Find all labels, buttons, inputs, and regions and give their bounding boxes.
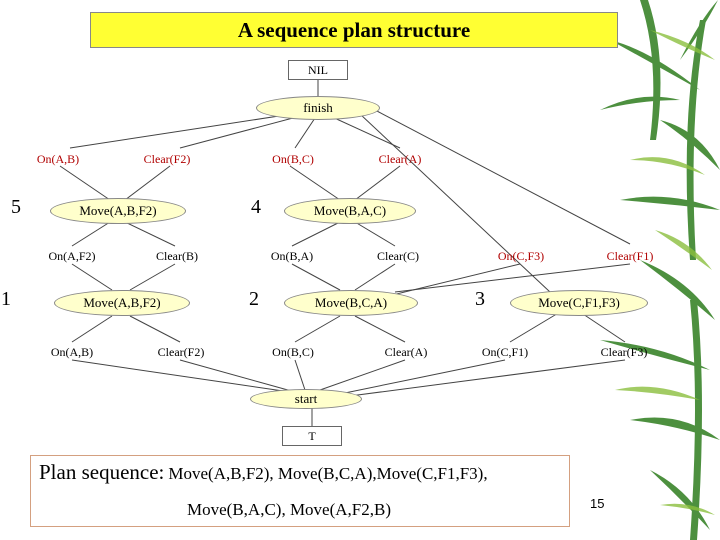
- edge-clearc-a2: [355, 264, 395, 290]
- plan-text-1: Move(A,B,F2), Move(B,C,A),Move(C,F1,F3),: [168, 464, 488, 483]
- a1-pre-onab: On(A,B): [50, 345, 94, 359]
- edge-oncf1-start: [340, 360, 505, 394]
- a3-effect-clearf1: Clear(F1): [606, 249, 654, 263]
- a5-pre-clearb: Clear(B): [156, 249, 198, 263]
- finish-pre-cleara: Clear(A): [378, 152, 422, 166]
- edge-a5-onaf2: [72, 222, 110, 246]
- action-number-4: 4: [251, 196, 261, 218]
- edge-finish-cleara: [330, 116, 400, 148]
- plan-sequence-box: [30, 455, 570, 527]
- finish-pre-clearf2: Clear(F2): [143, 152, 191, 166]
- edge-clearf2-start: [180, 360, 295, 392]
- edge-onbc-start: [295, 360, 305, 390]
- edge-finish-clearf1: [375, 110, 630, 244]
- edge-oncf3-a2: [380, 264, 520, 298]
- action-number-2: 2: [249, 288, 259, 310]
- action-number-1: 1: [1, 288, 11, 310]
- edge-clearf1-a2: [395, 264, 630, 292]
- edge-a2-cleara: [355, 316, 405, 342]
- a2-pre-onbc: On(B,C): [272, 345, 314, 359]
- edge-onba-a2: [292, 264, 340, 290]
- action-number-5: 5: [11, 196, 21, 218]
- edge-a1-onab: [72, 316, 112, 342]
- edge-onab-a5: [60, 166, 110, 200]
- finish-pre-onab: On(A,B): [36, 152, 80, 166]
- edge-a5-clearb: [125, 222, 175, 246]
- edge-finish-clearf2: [180, 114, 308, 148]
- plan-heading: Plan sequence:: [39, 460, 165, 484]
- edge-onaf2-a1: [72, 264, 112, 290]
- a4-pre-onba: On(B,A): [270, 249, 314, 263]
- finish-node: finish: [256, 96, 380, 120]
- action-3-node: Move(C,F1,F3): [510, 290, 648, 316]
- a1-pre-clearf2: Clear(F2): [157, 345, 205, 359]
- edge-a1-clearf2: [130, 316, 180, 342]
- edge-a3-oncf1: [510, 312, 560, 342]
- plan-text-2: Move(B,A,C), Move(A,F2,B): [187, 500, 391, 519]
- action-4-node: Move(B,A,C): [284, 198, 416, 224]
- a5-pre-onaf2: On(A,F2): [48, 249, 96, 263]
- edge-finish-onbc: [295, 118, 315, 148]
- edge-cleara-a4: [355, 166, 400, 200]
- a3-effect-oncf3: On(C,F3): [497, 249, 545, 263]
- edge-onab-start: [72, 360, 290, 392]
- edge-a4-onba: [292, 222, 340, 246]
- edge-cleara-start: [320, 360, 405, 390]
- edge-onbc-a4: [290, 166, 340, 200]
- finish-pre-onbc: On(B,C): [272, 152, 314, 166]
- diagram-title: A sequence plan structure: [90, 12, 618, 48]
- a4-pre-clearc: Clear(C): [377, 249, 419, 263]
- nil-node: NIL: [288, 60, 348, 80]
- edge-finish-onab: [70, 112, 305, 148]
- edge-clearf2-a5: [125, 166, 170, 200]
- action-5-node: Move(A,B,F2): [50, 198, 186, 224]
- a2-pre-cleara: Clear(A): [384, 345, 428, 359]
- edge-a3-clearf3: [580, 312, 625, 342]
- a3-pre-oncf1: On(C,F1): [481, 345, 529, 359]
- edge-a2-onbc: [295, 316, 340, 342]
- action-number-3: 3: [475, 288, 485, 310]
- start-node: start: [250, 389, 362, 409]
- page-number: 15: [590, 496, 605, 511]
- edge-clearf3-start: [350, 360, 625, 396]
- edge-clearb-a1: [130, 264, 175, 290]
- a3-pre-clearf3: Clear(F3): [600, 345, 648, 359]
- action-1-node: Move(A,B,F2): [54, 290, 190, 316]
- plan-line-1: [39, 460, 488, 485]
- edge-a4-clearc: [355, 222, 395, 246]
- t-node: T: [282, 426, 342, 446]
- action-2-node: Move(B,C,A): [284, 290, 418, 316]
